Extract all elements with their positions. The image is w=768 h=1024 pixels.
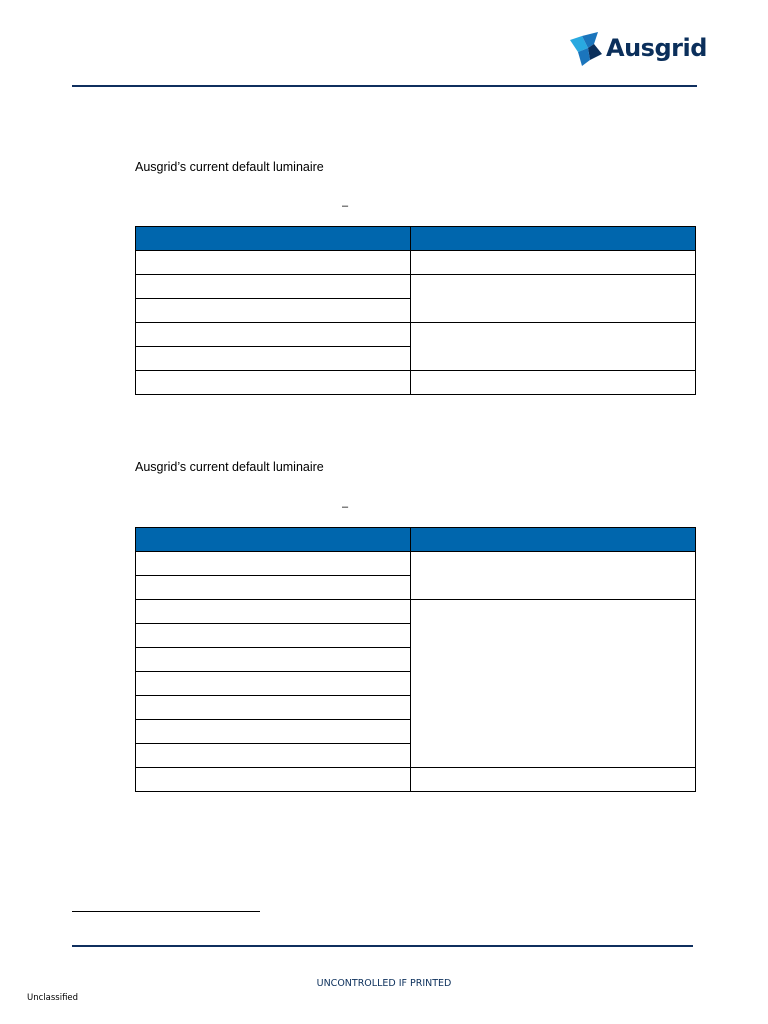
luminaire-table-1 [135, 226, 696, 395]
table-row [136, 251, 696, 275]
table-cell-merged [411, 600, 696, 768]
table-row [136, 600, 696, 624]
table-cell [136, 299, 411, 323]
table-cell [136, 347, 411, 371]
luminaire-table-2 [135, 527, 696, 792]
ausgrid-logo-icon [568, 30, 608, 70]
table-cell [136, 672, 411, 696]
table-cell [136, 768, 411, 792]
table-cell [411, 371, 696, 395]
table-cell [136, 251, 411, 275]
section1-dash: – [342, 200, 349, 212]
table-cell [136, 323, 411, 347]
table-cell-merged [411, 552, 696, 600]
footnote-separator [72, 911, 260, 912]
table-cell [136, 696, 411, 720]
table-row [136, 768, 696, 792]
footer-rule [72, 945, 693, 947]
table-header-row [136, 227, 696, 251]
classification-label: Unclassified [27, 993, 79, 1003]
table-cell [136, 624, 411, 648]
table-header-row [136, 528, 696, 552]
uncontrolled-notice: UNCONTROLLED IF PRINTED [316, 978, 452, 989]
table-header-cell [136, 227, 411, 251]
header-rule [72, 85, 697, 87]
table-row [136, 552, 696, 576]
section2-paragraph: Ausgrid’s current default luminaire [135, 460, 324, 474]
section2-dash: – [342, 501, 349, 513]
table-cell-merged [411, 275, 696, 323]
table-header-cell [136, 528, 411, 552]
table-cell [136, 552, 411, 576]
logo-wordmark: Ausgrid [606, 34, 707, 62]
table-cell [136, 648, 411, 672]
table-cell [411, 768, 696, 792]
table-row [136, 275, 696, 299]
table-row [136, 323, 696, 347]
table-cell-merged [411, 323, 696, 371]
table-cell [136, 576, 411, 600]
section1-paragraph: Ausgrid’s current default luminaire [135, 160, 324, 174]
ausgrid-logo [568, 30, 707, 70]
table-cell [136, 600, 411, 624]
table-cell [136, 275, 411, 299]
table-row [136, 371, 696, 395]
table-cell [136, 371, 411, 395]
table-cell [136, 720, 411, 744]
table-cell [136, 744, 411, 768]
table-header-cell [411, 227, 696, 251]
table-header-cell [411, 528, 696, 552]
table-cell [411, 251, 696, 275]
